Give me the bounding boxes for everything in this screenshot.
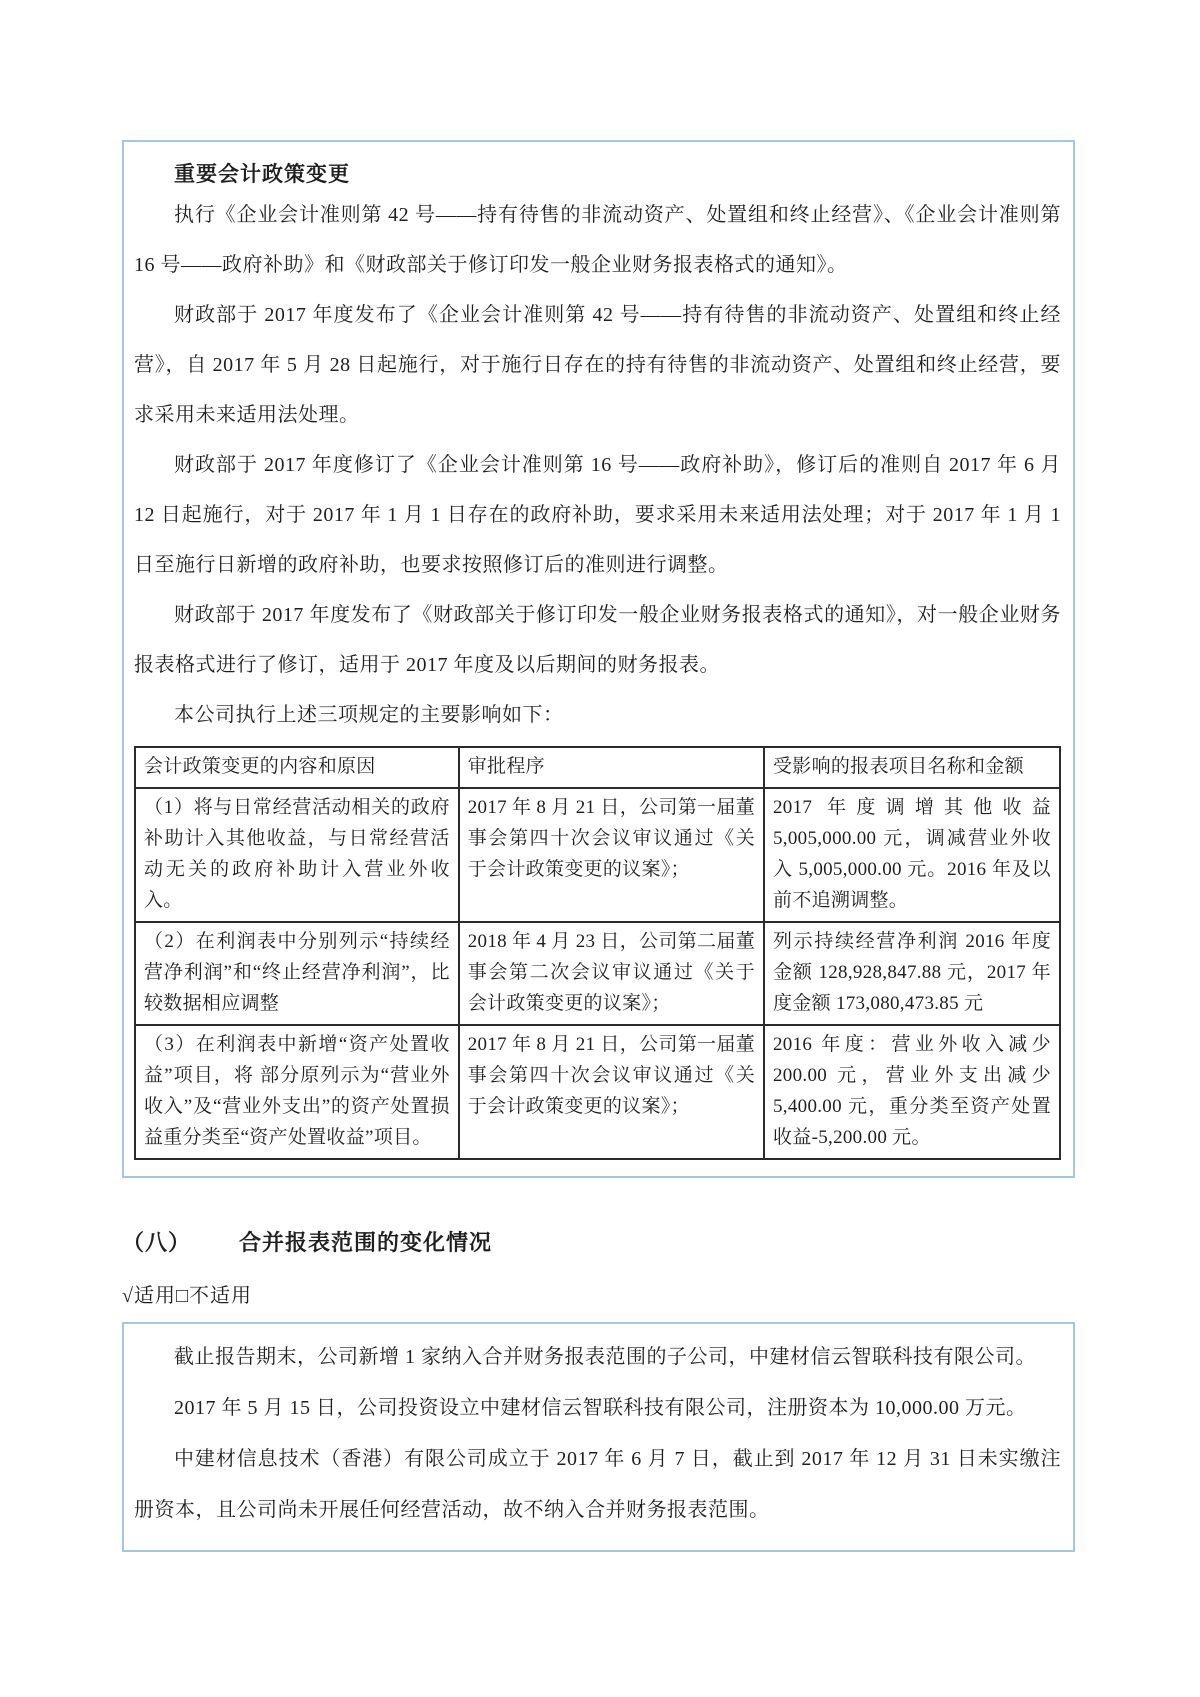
header-approval-procedure: 审批程序 (459, 747, 764, 788)
policy-box-heading: 重要会计政策变更 (174, 163, 350, 186)
consolidation-scope-box (122, 1322, 1075, 1552)
policy-paragraph-4: 财政部于 2017 年度发布了《财政部关于修订印发一般企业财务报表格式的通知》，对一般企业财务报表格式进行了修订，适用于 2017 年度及以后期间的财务报表。 (134, 604, 1061, 676)
section-title: 合并报表范围的变化情况 (239, 1230, 493, 1255)
scope-paragraph-2: 2017 年 5 月 15 日，公司投资设立中建材信云智联科技有限公司，注册资本为 10,000.00 万元。 (174, 1397, 1027, 1419)
scope-paragraph-3: 中建材信息技术（香港）有限公司成立于 2017 年 6 月 7 日，截止到 2017 年 12 月 31 日未实缴注册资本，且公司尚未开展任何经营活动，故不纳入合并财务报表范围。 (134, 1448, 1061, 1521)
section-heading (122, 1226, 1200, 1257)
scope-paragraph-1: 截止报告期末，公司新增 1 家纳入合并财务报表范围的子公司，中建材信云智联科技有限公司。 (174, 1346, 1036, 1368)
cell-content: （2）在利润表中分别列示“持续经营净利润”和“终止经营净利润”，比较数据相应调整 (135, 922, 459, 1025)
policy-impact-table (134, 746, 1061, 1160)
table-header-row (135, 747, 1060, 788)
table-row (135, 922, 1060, 1025)
header-content-reason: 会计政策变更的内容和原因 (135, 747, 459, 788)
section-number: （八） (122, 1230, 192, 1255)
cell-impact: 2016 年度：营业外收入减少 200.00 元，营业外支出减少 5,400.00 元，重分类至资产处置收益-5,200.00 元。 (764, 1025, 1060, 1159)
table-row (135, 788, 1060, 922)
cell-content: （3）在利润表中新增“资产处置收益”项目，将 部分原列示为“营业外收入”及“营业外支出”的资产处置损益重分类至“资产处置收益”项目。 (135, 1025, 459, 1159)
table-row (135, 1025, 1060, 1159)
policy-paragraph-1: 执行《企业会计准则第 42 号——持有待售的非流动资产、处置组和终止经营》、《企业会计准则第 16 号——政府补助》和《财政部关于修订印发一般企业财务报表格式的通知》。 (134, 204, 1061, 276)
cell-approval: 2018 年 4 月 23 日，公司第二届董事会第二次会议审议通过《关于会计政策变更的议案》； (459, 922, 764, 1025)
cell-approval: 2017 年 8 月 21 日，公司第一届董事会第四十次会议审议通过《关于会计政策变更的议案》； (459, 788, 764, 922)
policy-paragraph-2: 财政部于 2017 年度发布了《企业会计准则第 42 号——持有待售的非流动资产、处置组和终止经营》，自 2017 年 5 月 28 日起施行，对于施行日存在的持有待售的非流动资产、处置组和终止经营，要求采用未来适用法处理。 (134, 304, 1061, 426)
policy-paragraph-3: 财政部于 2017 年度修订了《企业会计准则第 16 号——政府补助》，修订后的准则自 2017 年 6 月 12 日起施行，对于 2017 年 1 月 1 日存在的政府补助，要求采用未来适用法处理；对于 2017 年 1 月 1 日至施行日新增的政府补助，也要求按照修订后的准则进行调整。 (134, 454, 1061, 576)
cell-impact: 2017 年度调增其他收益 5,005,000.00 元，调减营业外收入 5,005,000.00 元。2016 年及以前不追溯调整。 (764, 788, 1060, 922)
applicability-line: √适用□不适用 (122, 1285, 253, 1307)
cell-approval: 2017 年 8 月 21 日，公司第一届董事会第四十次会议审议通过《关于会计政策变更的议案》； (459, 1025, 764, 1159)
header-affected-items: 受影响的报表项目名称和金额 (764, 747, 1060, 788)
cell-content: （1）将与日常经营活动相关的政府补助计入其他收益，与日常经营活动无关的政府补助计入营业外收入。 (135, 788, 459, 922)
accounting-policy-change-box (122, 140, 1075, 1178)
policy-paragraph-5: 本公司执行上述三项规定的主要影响如下： (174, 704, 564, 726)
cell-impact: 列示持续经营净利润 2016 年度金额 128,928,847.88 元，2017 年度金额 173,080,473.85 元 (764, 922, 1060, 1025)
